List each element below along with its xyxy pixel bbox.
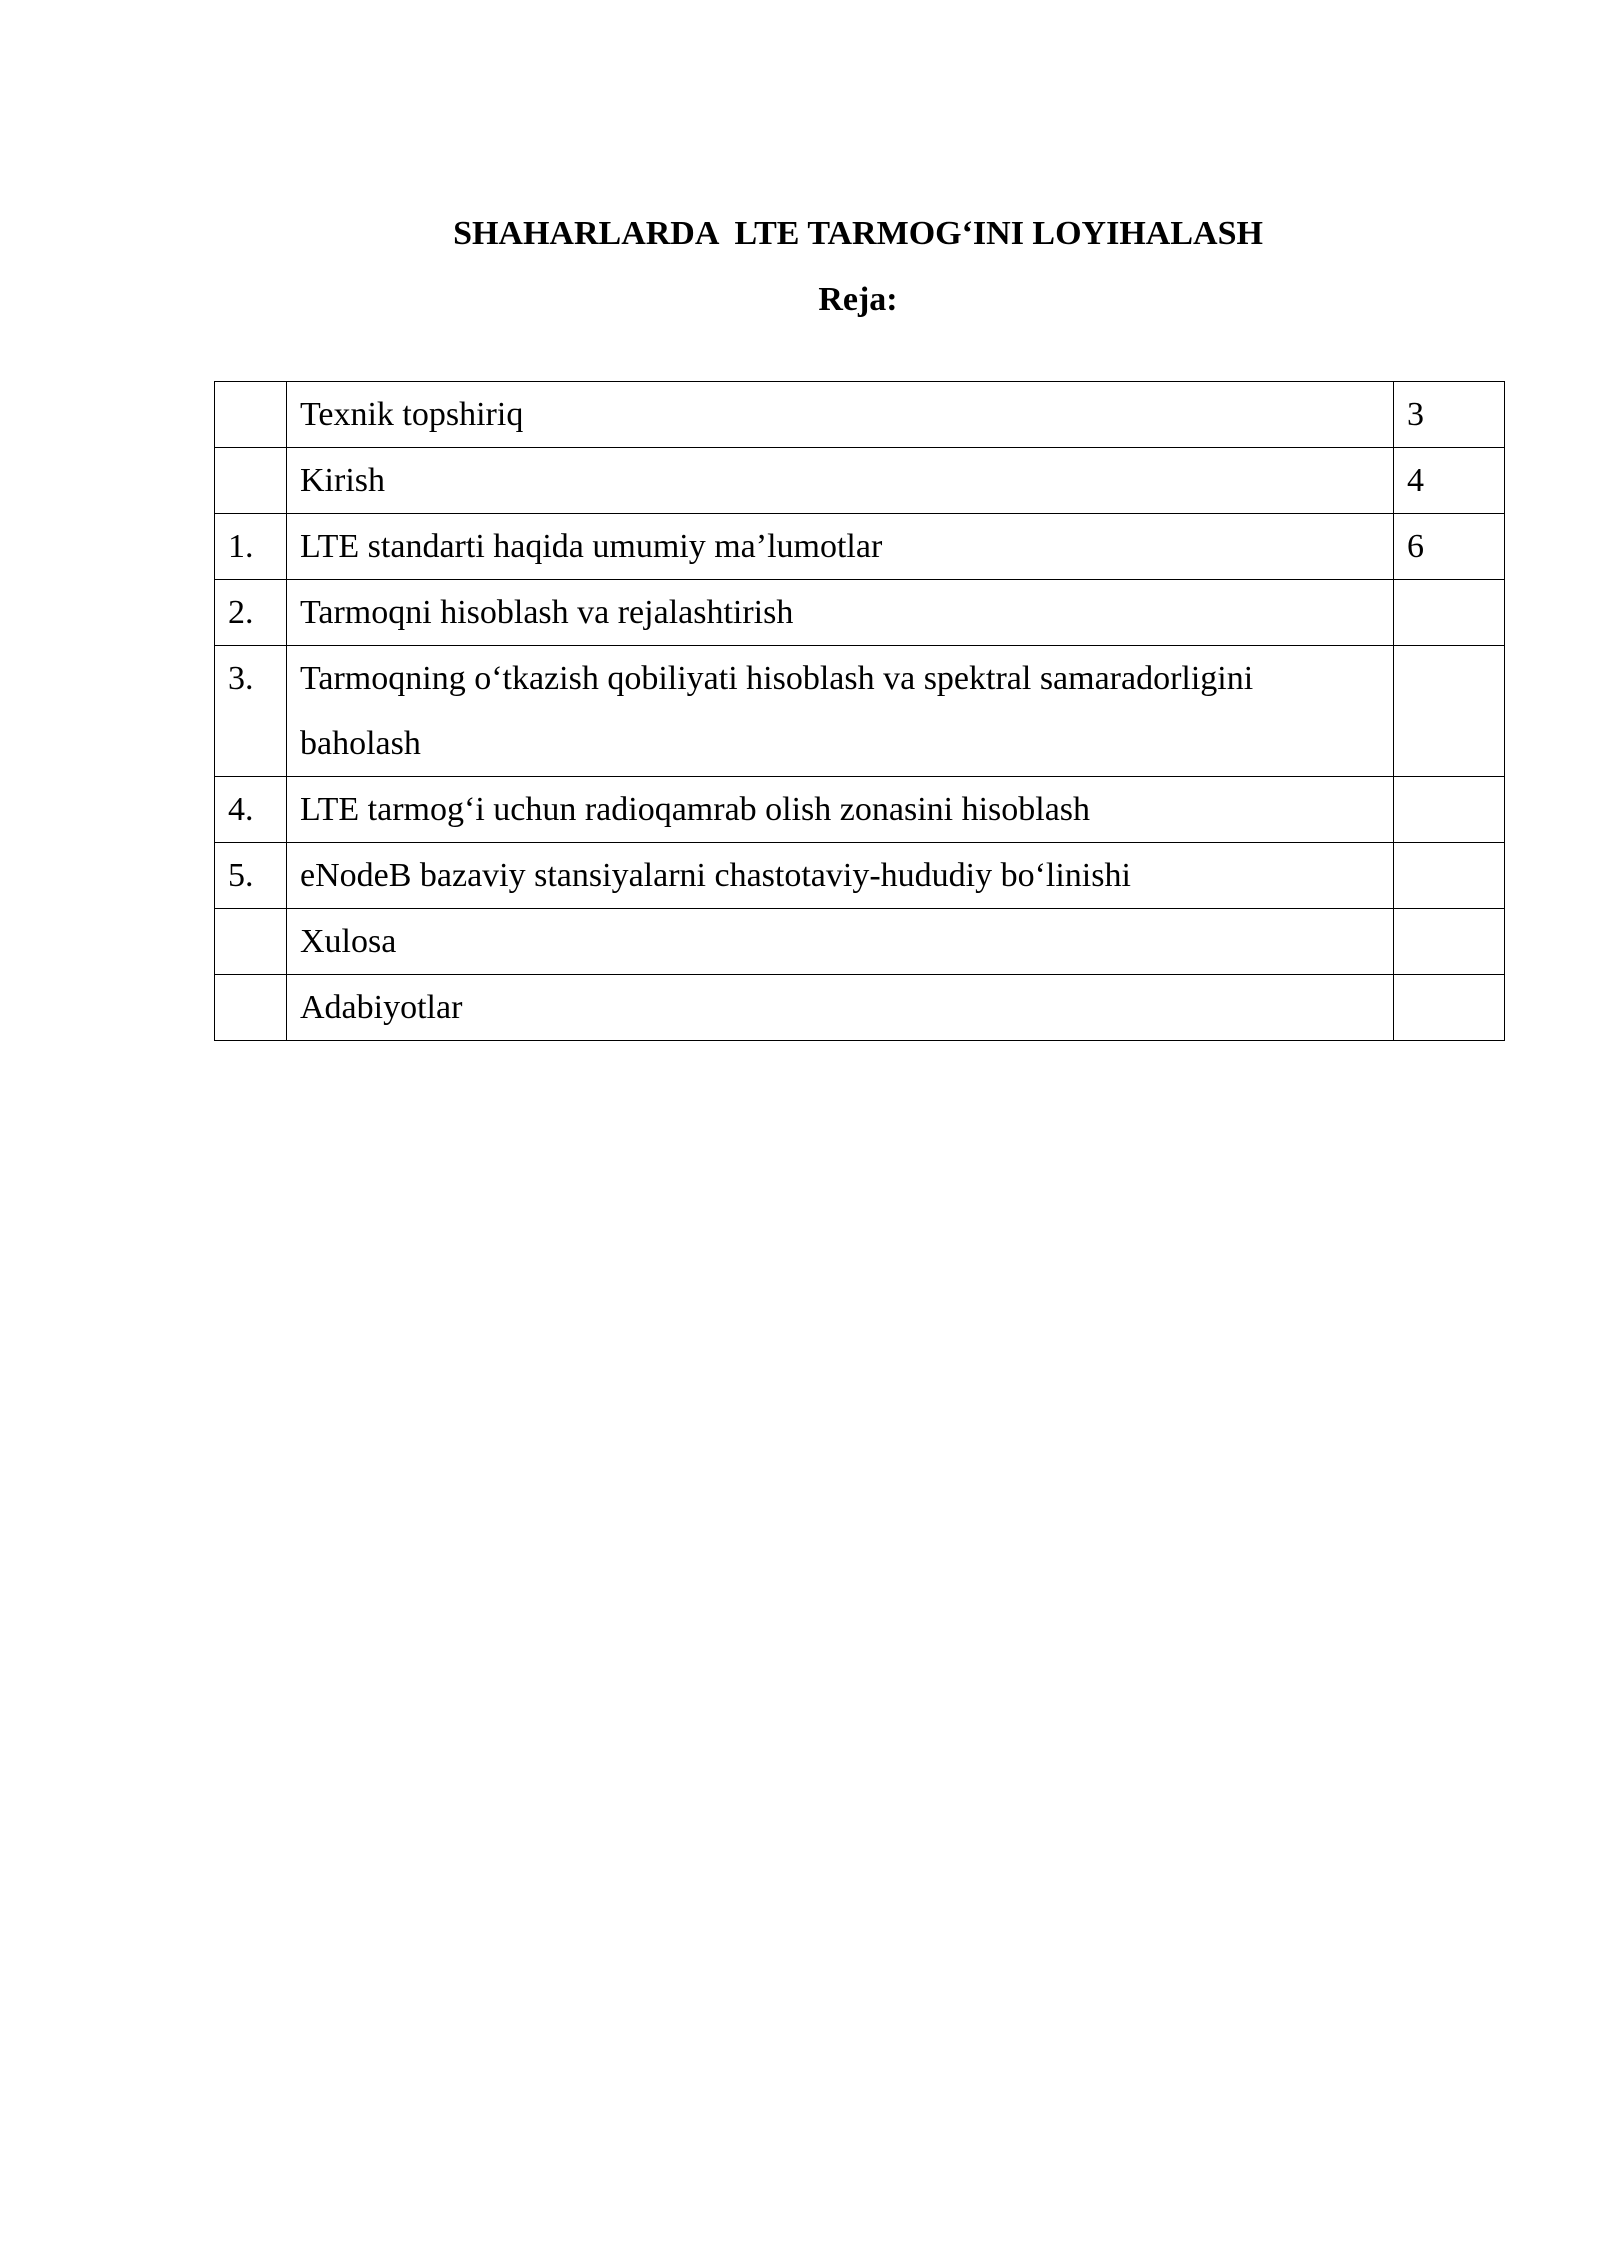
table-row — [215, 646, 1505, 777]
row-title: eNodeB bazaviy stansiyalarni chastotaviy-hududiy bo‘linishi — [287, 843, 1394, 909]
row-page: 6 — [1394, 514, 1505, 580]
row-title: LTE standarti haqida umumiy ma’lumotlar — [287, 514, 1394, 580]
table-row — [215, 909, 1505, 975]
row-number: 1. — [215, 514, 287, 580]
row-title: Kirish — [287, 448, 1394, 514]
plan-table — [214, 381, 1505, 1041]
row-page: 3 — [1394, 382, 1505, 448]
row-title: LTE tarmog‘i uchun radioqamrab olish zonasini hisoblash — [287, 777, 1394, 843]
row-title: Tarmoqni hisoblash va rejalashtirish — [287, 580, 1394, 646]
row-title: Adabiyotlar — [287, 975, 1394, 1041]
row-title: Tarmoqning o‘tkazish qobiliyati hisoblash va spektral samaradorligini baholash — [287, 646, 1394, 777]
table-row — [215, 514, 1505, 580]
table-row — [215, 382, 1505, 448]
row-number: 5. — [215, 843, 287, 909]
table-row — [215, 580, 1505, 646]
row-number — [215, 909, 287, 975]
row-title: Xulosa — [287, 909, 1394, 975]
row-number: 2. — [215, 580, 287, 646]
row-page — [1394, 777, 1505, 843]
row-number — [215, 382, 287, 448]
table-row — [215, 777, 1505, 843]
row-number — [215, 448, 287, 514]
table-row — [215, 975, 1505, 1041]
table-row — [215, 843, 1505, 909]
row-page — [1394, 843, 1505, 909]
row-page — [1394, 975, 1505, 1041]
row-page — [1394, 646, 1505, 777]
row-page — [1394, 580, 1505, 646]
row-page: 4 — [1394, 448, 1505, 514]
row-number — [215, 975, 287, 1041]
document-title: SHAHARLARDA LTE TARMOG‘INI LOYIHALASH — [453, 215, 1263, 252]
row-number: 4. — [215, 777, 287, 843]
table-row — [215, 448, 1505, 514]
row-number: 3. — [215, 646, 287, 777]
plan-heading: Reja: — [818, 281, 898, 318]
row-title: Texnik topshiriq — [287, 382, 1394, 448]
row-page — [1394, 909, 1505, 975]
